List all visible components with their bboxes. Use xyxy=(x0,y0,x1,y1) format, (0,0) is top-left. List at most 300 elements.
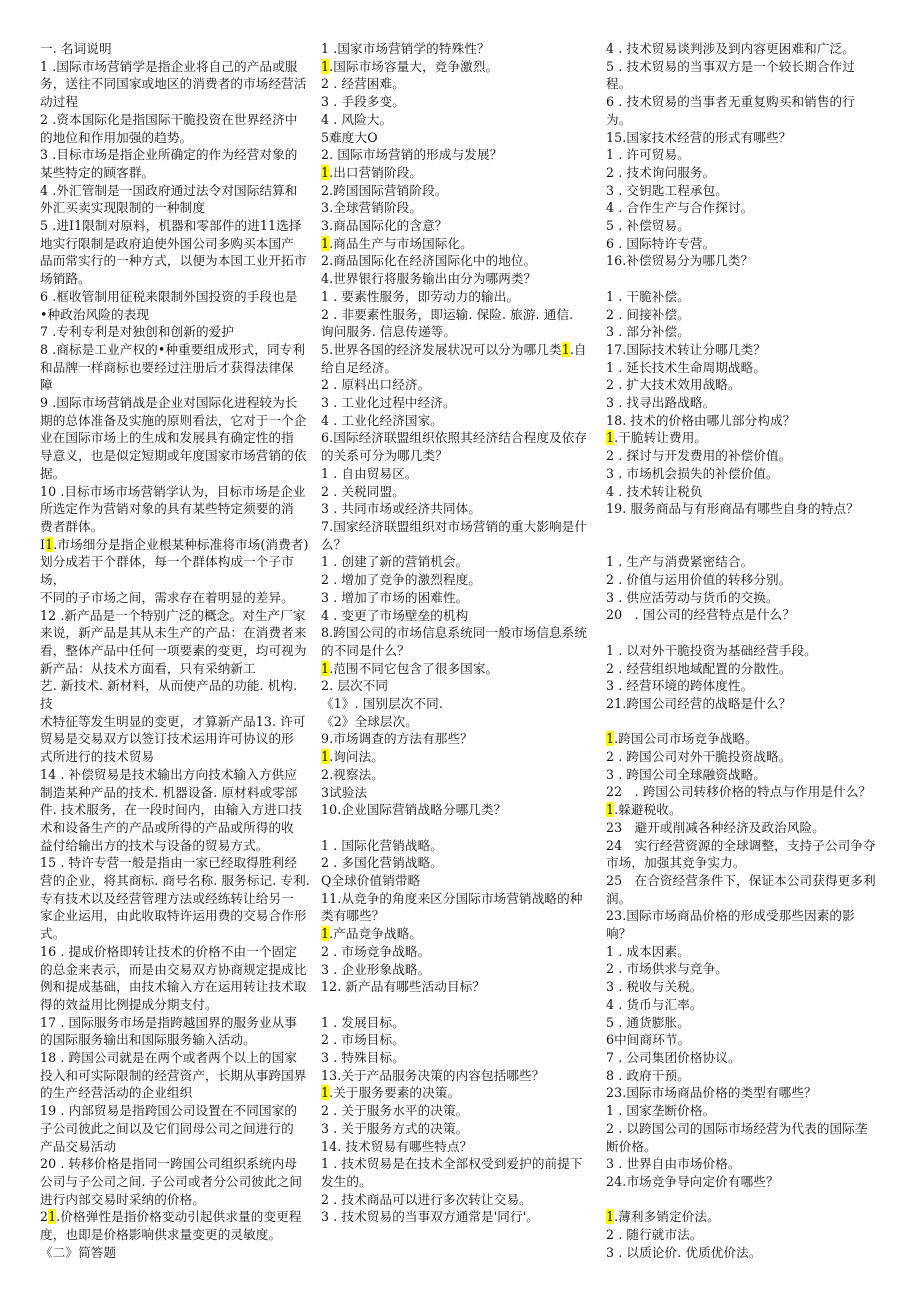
text-line xyxy=(40,961,313,979)
text-line xyxy=(321,713,598,731)
text-segment: 和品牌一样商标也要经过注册后才获得法律保 xyxy=(40,359,294,375)
text-line xyxy=(321,465,598,483)
text-segment: .躲避税收。 xyxy=(614,802,682,818)
text-line xyxy=(321,1067,598,1085)
text-line xyxy=(606,1067,884,1085)
text-segment: 1 . 干脆补偿。 xyxy=(606,288,690,304)
text-segment: 投入和可实际限制的经营资产，长期从事跨国界 xyxy=(40,1067,307,1083)
text-line xyxy=(321,571,598,589)
text-segment: 4 .外汇管制是一国政府通过法令对国际结算和 xyxy=(40,182,298,198)
text-segment: 7.国家经济联盟组织对市场营销的重大影响是什 xyxy=(321,518,588,534)
text-line xyxy=(606,907,884,925)
text-segment: 9 .国际市场营销战是企业对国际化进程较为长 xyxy=(40,395,298,411)
text-segment: 3 . 市场机会损失的补偿价值。 xyxy=(606,465,779,481)
text-line xyxy=(40,235,313,253)
text-segment: 14 . 补偿贸易是技术输出方向技术输入方供应 xyxy=(40,766,298,782)
text-line xyxy=(606,306,884,324)
text-line xyxy=(321,93,598,111)
text-line xyxy=(40,784,313,802)
text-line xyxy=(606,164,884,182)
text-line xyxy=(606,1155,884,1173)
text-line xyxy=(40,164,313,182)
text-segment: 6 . 技术贸易的当事者无重复购买和销售的行 xyxy=(606,94,855,110)
text-segment: .干脆转让费用。 xyxy=(614,430,708,446)
text-segment: 2.跨国国际营销阶段。 xyxy=(321,182,448,198)
text-segment: 25 在合资经营条件下，保证本公司获得更多利 xyxy=(606,872,876,888)
highlight-mark: 1 xyxy=(321,660,330,676)
text-line xyxy=(606,1226,884,1244)
text-segment: 式。 xyxy=(40,926,66,942)
text-line xyxy=(40,730,313,748)
text-line xyxy=(606,996,884,1014)
text-line xyxy=(40,1173,313,1191)
text-segment: 新产品：从技术方面看，只有采纳新工 xyxy=(40,660,256,676)
column-middle xyxy=(321,40,598,1226)
text-line xyxy=(40,376,313,394)
text-line xyxy=(321,323,598,341)
highlight-mark: 1 xyxy=(606,731,615,747)
text-line xyxy=(606,1084,884,1102)
text-line xyxy=(606,270,884,288)
text-segment: 据。 xyxy=(40,465,66,481)
text-segment: 2 . 市场供求与竞争。 xyxy=(606,961,728,977)
text-line xyxy=(40,1067,313,1085)
text-line xyxy=(321,819,598,837)
text-line xyxy=(321,536,598,554)
text-segment: 费者群体。 xyxy=(40,518,104,534)
text-segment: 2 . 随行就市法。 xyxy=(606,1227,703,1243)
text-line xyxy=(606,394,884,412)
text-segment: 14. 技术贸易有哪些特点？ xyxy=(321,1138,473,1154)
text-segment: 期的总体准备及实施的原则看法，它对于一个企 xyxy=(40,412,307,428)
text-line xyxy=(40,854,313,872)
text-line xyxy=(40,465,313,483)
text-line xyxy=(321,252,598,270)
text-segment: 2 . 探讨与开发费用的补偿价值。 xyxy=(606,448,792,464)
text-segment: 16 . 提成价格即转让技术的价格不由一个固定 xyxy=(40,943,298,959)
text-line xyxy=(321,111,598,129)
text-segment: 2 . 市场目标。 xyxy=(321,1032,405,1048)
text-segment: 3 . 手段多变。 xyxy=(321,94,405,110)
text-line xyxy=(606,677,884,695)
text-segment: .市场细分是指企业根某种标准将市场(消费者) xyxy=(53,536,309,552)
text-segment: 发生的。 xyxy=(321,1173,372,1189)
text-segment: 4 . 技术贸易谈判涉及到内容更困难和广泛。 xyxy=(606,41,855,56)
text-segment: 类有哪些？ xyxy=(321,908,385,924)
text-line xyxy=(321,518,598,536)
text-segment: 1 . 生产与消费紧密结合。 xyxy=(606,554,754,570)
text-line xyxy=(321,217,598,235)
text-line xyxy=(606,93,884,111)
text-segment: 4 . 货币与汇率。 xyxy=(606,996,703,1012)
text-line xyxy=(321,730,598,748)
text-line xyxy=(40,40,313,58)
text-line xyxy=(321,1208,598,1226)
text-segment: 22 . 跨国公司转移价格的特点与作用是什么？ xyxy=(606,784,872,800)
text-line xyxy=(321,553,598,571)
text-line xyxy=(40,890,313,908)
text-line xyxy=(321,660,598,678)
text-segment: 3 . 经营环境的跨体度性。 xyxy=(606,678,754,694)
text-line xyxy=(606,483,884,501)
text-segment: 23.国际市场商品价格的类型有哪些？ xyxy=(606,1085,817,1101)
text-segment: 12. 新产品有哪些活动目标？ xyxy=(321,979,486,995)
text-line xyxy=(321,483,598,501)
text-segment: 1 . 国际化营销战略。 xyxy=(321,837,443,853)
text-segment: 4 . 工业化经济国家。 xyxy=(321,412,443,428)
text-segment: 询问服务. 信息传递等。 xyxy=(321,324,457,340)
text-line xyxy=(321,925,598,943)
text-segment: 21.跨国公司经营的战略是什么？ xyxy=(606,695,792,711)
text-line xyxy=(321,748,598,766)
text-segment: 19 . 内部贸易是指跨国公司设置在不同国家的 xyxy=(40,1103,298,1119)
text-segment: 5.世界各国的经济发展状况可以分为哪几类 xyxy=(321,341,562,357)
text-line xyxy=(40,412,313,430)
text-segment: 度，也即是价格影响供求量变更的灵敏度。 xyxy=(40,1227,282,1243)
text-segment: 2 . 关税同盟。 xyxy=(321,483,405,499)
text-segment: 为。 xyxy=(606,111,632,127)
text-line xyxy=(40,943,313,961)
text-segment: 来说，新产品是其从未生产的产品：在消费者来 xyxy=(40,625,307,641)
text-segment: 2 .资本国际化是指国际干脆投资在世界经济中 xyxy=(40,111,298,127)
text-line xyxy=(606,1120,884,1138)
text-line xyxy=(321,1031,598,1049)
text-line xyxy=(606,1208,884,1226)
text-line xyxy=(40,1120,313,1138)
text-line xyxy=(606,1191,884,1209)
text-segment: 17 . 国际服务市场是指跨越国界的服务业从事 xyxy=(40,1014,298,1030)
text-line xyxy=(40,429,313,447)
text-segment: 23.国际市场商品价格的形成受那些因素的影 xyxy=(606,908,855,924)
text-line xyxy=(40,1084,313,1102)
text-segment: 8 .商标是工业产权的•种重要组成形式，同专利 xyxy=(40,341,306,357)
text-line xyxy=(606,890,884,908)
text-line xyxy=(606,58,884,76)
text-segment: 3 . 交钥匙工程承包。 xyxy=(606,182,728,198)
text-line xyxy=(606,252,884,270)
text-segment: 1 . 技术贸易是在技术全部权受到爱护的前提下 xyxy=(321,1156,583,1172)
text-line xyxy=(321,1084,598,1102)
text-segment: 某些特定的顾客群。 xyxy=(40,164,155,180)
text-line xyxy=(606,837,884,855)
text-segment: 业在国际市场上的生成和发展具有确定性的指 xyxy=(40,430,294,446)
text-segment: 24.市场竞争导向定价有哪些？ xyxy=(606,1173,779,1189)
highlight-mark: 1 xyxy=(321,749,330,765)
text-segment: 看，整体产品中任何一项要素的变更，均可视为 xyxy=(40,642,307,658)
text-segment: 1 . 延长技术生命周期战略。 xyxy=(606,359,767,375)
text-line xyxy=(40,447,313,465)
text-segment: 产品交易活动 xyxy=(40,1138,117,1154)
text-line xyxy=(40,146,313,164)
text-line xyxy=(321,801,598,819)
text-line xyxy=(606,943,884,961)
text-line xyxy=(40,801,313,819)
text-line xyxy=(606,1049,884,1067)
text-segment: .询问法。 xyxy=(329,749,385,765)
text-line xyxy=(40,536,313,554)
text-line xyxy=(40,1226,313,1244)
text-segment: 4.世界银行将服务输出由分为哪两类？ xyxy=(321,271,537,287)
text-segment: 断价格。 xyxy=(606,1138,657,1154)
text-line xyxy=(321,589,598,607)
text-segment: 益付给输出方的技术与设备的贸易方式。 xyxy=(40,837,269,853)
text-line xyxy=(321,695,598,713)
text-segment: 《二》简答题 xyxy=(40,1244,117,1260)
text-line xyxy=(606,323,884,341)
text-line xyxy=(40,766,313,784)
text-segment: 12 .新产品是一个特别广泛的概念。对生产厂家 xyxy=(40,607,306,623)
text-segment: 1 . 创建了新的营销机会。 xyxy=(321,554,469,570)
highlight-mark: 1 xyxy=(321,58,330,74)
text-line xyxy=(606,536,884,554)
text-segment: 1 . 要素性服务，即劳动力的输出。 xyxy=(321,288,520,304)
text-line xyxy=(40,58,313,76)
text-segment: 品而常实行的一种方式，以便为本国工业开拓市 xyxy=(40,253,307,269)
text-line xyxy=(321,907,598,925)
text-line xyxy=(40,1102,313,1120)
text-line xyxy=(321,642,598,660)
text-line xyxy=(606,624,884,642)
text-line xyxy=(40,199,313,217)
text-segment: 10.企业国际营销战略分哪几类？ xyxy=(321,802,507,818)
text-segment: 例和提成基础，由技术输入方在运用转让技术取 xyxy=(40,979,307,995)
text-segment: 18 . 跨国公司就是在两个或者两个以上的国家 xyxy=(40,1050,298,1066)
text-segment: 3 . 共同市场或经济共同体。 xyxy=(321,501,482,517)
text-line xyxy=(606,872,884,890)
text-line xyxy=(321,1102,598,1120)
text-line xyxy=(40,660,313,678)
text-segment: 15 . 特许专营一般是指由一家已经取得胜利经 xyxy=(40,855,298,871)
text-segment: 11.从竞争的角度来区分国际市场营销战略的种 xyxy=(321,890,583,906)
text-line xyxy=(40,925,313,943)
text-line xyxy=(321,854,598,872)
text-segment: 导意义，也是似定短期或年度国家市场营销的依 xyxy=(40,448,307,464)
text-line xyxy=(40,359,313,377)
text-line xyxy=(321,288,598,306)
text-line xyxy=(40,270,313,288)
text-line xyxy=(321,58,598,76)
text-segment: 3 . 工业化过程中经济。 xyxy=(321,395,456,411)
text-segment: 专有技术以及经营管理方法或经练转让给另一 xyxy=(40,890,294,906)
text-segment: 3 . 税收与关税。 xyxy=(606,979,703,995)
text-segment: 式所进行的技术贸易 xyxy=(40,749,155,765)
text-segment: 2 . 经营组织地域配置的分散性。 xyxy=(606,660,792,676)
text-segment: •种政治风险的表现 xyxy=(40,306,150,322)
text-line xyxy=(606,235,884,253)
text-segment: 术特征等发生明显的变更，才算新产品13. 许可 xyxy=(40,713,306,729)
text-segment: 得的效益用比例提成分期支付。 xyxy=(40,996,218,1012)
text-segment: 划分成若干个群体，每一个群体构成一个子市场， xyxy=(40,554,294,588)
text-segment: 6.国际经济联盟组织依照其经济结合程度及依存 xyxy=(321,430,588,446)
text-segment: 1 . 自由贸易区。 xyxy=(321,465,418,481)
text-segment: 1 . 以对外干脆投资为基础经营手段。 xyxy=(606,642,817,658)
text-segment: 市场，加强其竞争实力。 xyxy=(606,855,746,871)
text-segment: 3 . 世界自由市场价格。 xyxy=(606,1156,741,1172)
text-line xyxy=(40,394,313,412)
text-segment: 不同的子市场之间，需求存在着明显的差异。 xyxy=(40,589,294,605)
text-segment: 3 . 供应活劳动与货币的交换。 xyxy=(606,589,779,605)
text-line xyxy=(606,359,884,377)
text-line xyxy=(606,111,884,129)
text-segment: 家企业运用，由此收取特许运用费的交易合作形 xyxy=(40,908,307,924)
text-segment: 6 . 国际特许专营。 xyxy=(606,235,716,251)
text-segment: 4 . 技术转让税负 xyxy=(606,483,703,499)
text-line xyxy=(606,819,884,837)
text-line xyxy=(606,642,884,660)
text-segment: 3 . 跨国公司全球融资战略。 xyxy=(606,766,767,782)
text-segment: 2.视察法。 xyxy=(321,766,384,782)
text-segment: 3 .目标市场是指企业所确定的作为经营对象的 xyxy=(40,147,298,163)
text-segment: 的生产经营活动的企业组织 xyxy=(40,1085,193,1101)
text-segment: 么？ xyxy=(321,536,347,552)
text-segment: 20 . 转移价格是指同一跨国公司组织系统内母 xyxy=(40,1156,298,1172)
text-line xyxy=(606,1014,884,1032)
text-line xyxy=(321,1049,598,1067)
text-segment: 润。 xyxy=(606,890,632,906)
text-segment: 障 xyxy=(40,377,53,393)
text-segment: 2. 层次不同 xyxy=(321,678,389,694)
text-segment: 3 . 关于服务方式的决策。 xyxy=(321,1120,469,1136)
text-segment: .跨国公司市场竞争战略。 xyxy=(614,731,758,747)
text-segment: 3试验法 xyxy=(321,784,368,800)
highlight-mark: 1 xyxy=(321,164,330,180)
text-line xyxy=(321,199,598,217)
text-line xyxy=(40,677,313,712)
text-line xyxy=(40,129,313,147)
text-line xyxy=(40,1138,313,1156)
text-segment: 1 .国际市场营销学是指企业将自己的产品或服 xyxy=(40,58,298,74)
highlight-mark: 1 xyxy=(48,1209,57,1225)
text-line xyxy=(321,961,598,979)
text-segment: .国际市场容量大，竞争激烈。 xyxy=(329,58,499,74)
text-segment: 5 . 补偿贸易。 xyxy=(606,218,690,234)
text-line xyxy=(606,1138,884,1156)
text-segment: 所选定作为营销对象的具有某些特定须要的消 xyxy=(40,501,294,517)
text-line xyxy=(606,376,884,394)
text-segment: .价格弹性是指价格变动引起供求量的变更程 xyxy=(56,1209,302,1225)
text-line xyxy=(321,1173,598,1191)
text-line xyxy=(321,394,598,412)
text-segment: 3 . 技术贸易的当事双方通常是'同行'。 xyxy=(321,1209,539,1225)
text-line xyxy=(321,872,598,890)
text-segment: 响？ xyxy=(606,926,632,942)
text-segment: 15.国家技术经营的形式有哪些？ xyxy=(606,129,792,145)
highlight-mark: 1 xyxy=(606,802,615,818)
highlight-mark: 1 xyxy=(321,235,330,251)
text-segment: 进行内部交易时采纳的价格。 xyxy=(40,1191,206,1207)
text-segment: 的国际服务输出和国际服务输入活动。 xyxy=(40,1032,256,1048)
text-segment: .自 xyxy=(569,341,587,357)
text-segment: 外汇买卖实现限制的一种制度 xyxy=(40,200,206,216)
text-line xyxy=(40,837,313,855)
text-line xyxy=(321,1120,598,1138)
text-line xyxy=(606,960,884,978)
text-segment: 9.市场调查的方法有那些？ xyxy=(321,731,473,747)
text-line xyxy=(321,943,598,961)
text-line xyxy=(40,217,313,235)
text-segment: 营的企业，将其商标. 商号名称. 服务标记. 专利. xyxy=(40,873,310,889)
text-line xyxy=(606,146,884,164)
text-line xyxy=(321,129,598,147)
text-segment: 2 . 间接补偿。 xyxy=(606,306,690,322)
text-line xyxy=(606,199,884,217)
text-line xyxy=(321,164,598,182)
text-line xyxy=(606,75,884,93)
text-segment: 1 . 许可贸易。 xyxy=(606,147,690,163)
text-segment: .薄利多销定价法。 xyxy=(614,1209,720,1225)
text-line xyxy=(606,589,884,607)
text-segment: 3 . 部分补偿。 xyxy=(606,324,690,340)
text-line xyxy=(606,571,884,589)
text-line xyxy=(606,288,884,306)
text-segment: 制造某种产品的技术. 机器设备. 原材料或零部 xyxy=(40,784,298,800)
text-line xyxy=(40,996,313,1014)
text-line xyxy=(40,288,313,306)
text-line xyxy=(606,518,884,536)
text-line xyxy=(321,429,598,447)
text-line xyxy=(321,837,598,855)
text-segment: I xyxy=(40,536,46,552)
text-line xyxy=(321,1014,598,1032)
text-segment: Q全球价值销带略 xyxy=(321,873,421,889)
text-segment: 动过程 xyxy=(40,94,79,110)
text-line xyxy=(40,93,313,111)
text-line xyxy=(321,270,598,288)
text-segment: 程。 xyxy=(606,76,632,92)
text-segment: 2 . 市场竞争战略。 xyxy=(321,943,431,959)
text-segment: 3 . 增加了市场的困难性。 xyxy=(321,589,469,605)
text-line xyxy=(40,907,313,925)
text-segment: 1 .国家市场营销学的特殊性？ xyxy=(321,41,490,56)
text-segment: 3 . 特殊目标。 xyxy=(321,1050,405,1066)
text-line xyxy=(40,1191,313,1209)
text-line xyxy=(606,341,884,359)
text-line xyxy=(321,996,598,1014)
text-line xyxy=(40,341,313,359)
text-segment: 16.补偿贸易分为哪几类？ xyxy=(606,253,754,269)
text-line xyxy=(321,784,598,802)
text-segment: .范围不同它包含了很多国家。 xyxy=(329,660,499,676)
text-line xyxy=(606,412,884,430)
text-line xyxy=(606,553,884,571)
text-line xyxy=(321,1155,598,1173)
text-segment: 23 避开或削减各种经济及政治风险。 xyxy=(606,819,825,835)
text-segment: 2 . 关于服务水平的决策。 xyxy=(321,1103,469,1119)
text-segment: 4 . 风险大。 xyxy=(321,111,393,127)
text-segment: 3.全球营销阶段。 xyxy=(321,200,423,216)
text-segment: 5 . 通货膨胀。 xyxy=(606,1014,690,1030)
text-segment: 17.国际技术转让分哪几类？ xyxy=(606,341,766,357)
text-line xyxy=(606,695,884,713)
text-line xyxy=(40,1155,313,1173)
text-segment: 2 . 技术商品可以进行多次转让交易。 xyxy=(321,1191,532,1207)
text-line xyxy=(40,111,313,129)
highlight-mark: 1 xyxy=(606,430,615,446)
text-segment: 《1》. 国别层次不同. xyxy=(321,696,443,712)
column-right xyxy=(606,40,884,1261)
text-line xyxy=(321,766,598,784)
text-segment: 2.商品国际化在经济国际化中的地位。 xyxy=(321,253,537,269)
text-segment: .商品生产与市场国际化。 xyxy=(329,235,473,251)
text-segment: .关于服务要素的决策。 xyxy=(329,1085,461,1101)
text-segment: 的关系可分为哪几类？ xyxy=(321,448,448,464)
text-segment: 地实行限制是政府迫使外国公司多购买本国产 xyxy=(40,235,294,251)
text-segment: 5难度大O xyxy=(321,129,378,145)
text-line xyxy=(321,607,598,625)
text-line xyxy=(40,323,313,341)
highlight-mark: 1 xyxy=(321,1085,330,1101)
text-segment: .出口营销阶段。 xyxy=(329,164,423,180)
